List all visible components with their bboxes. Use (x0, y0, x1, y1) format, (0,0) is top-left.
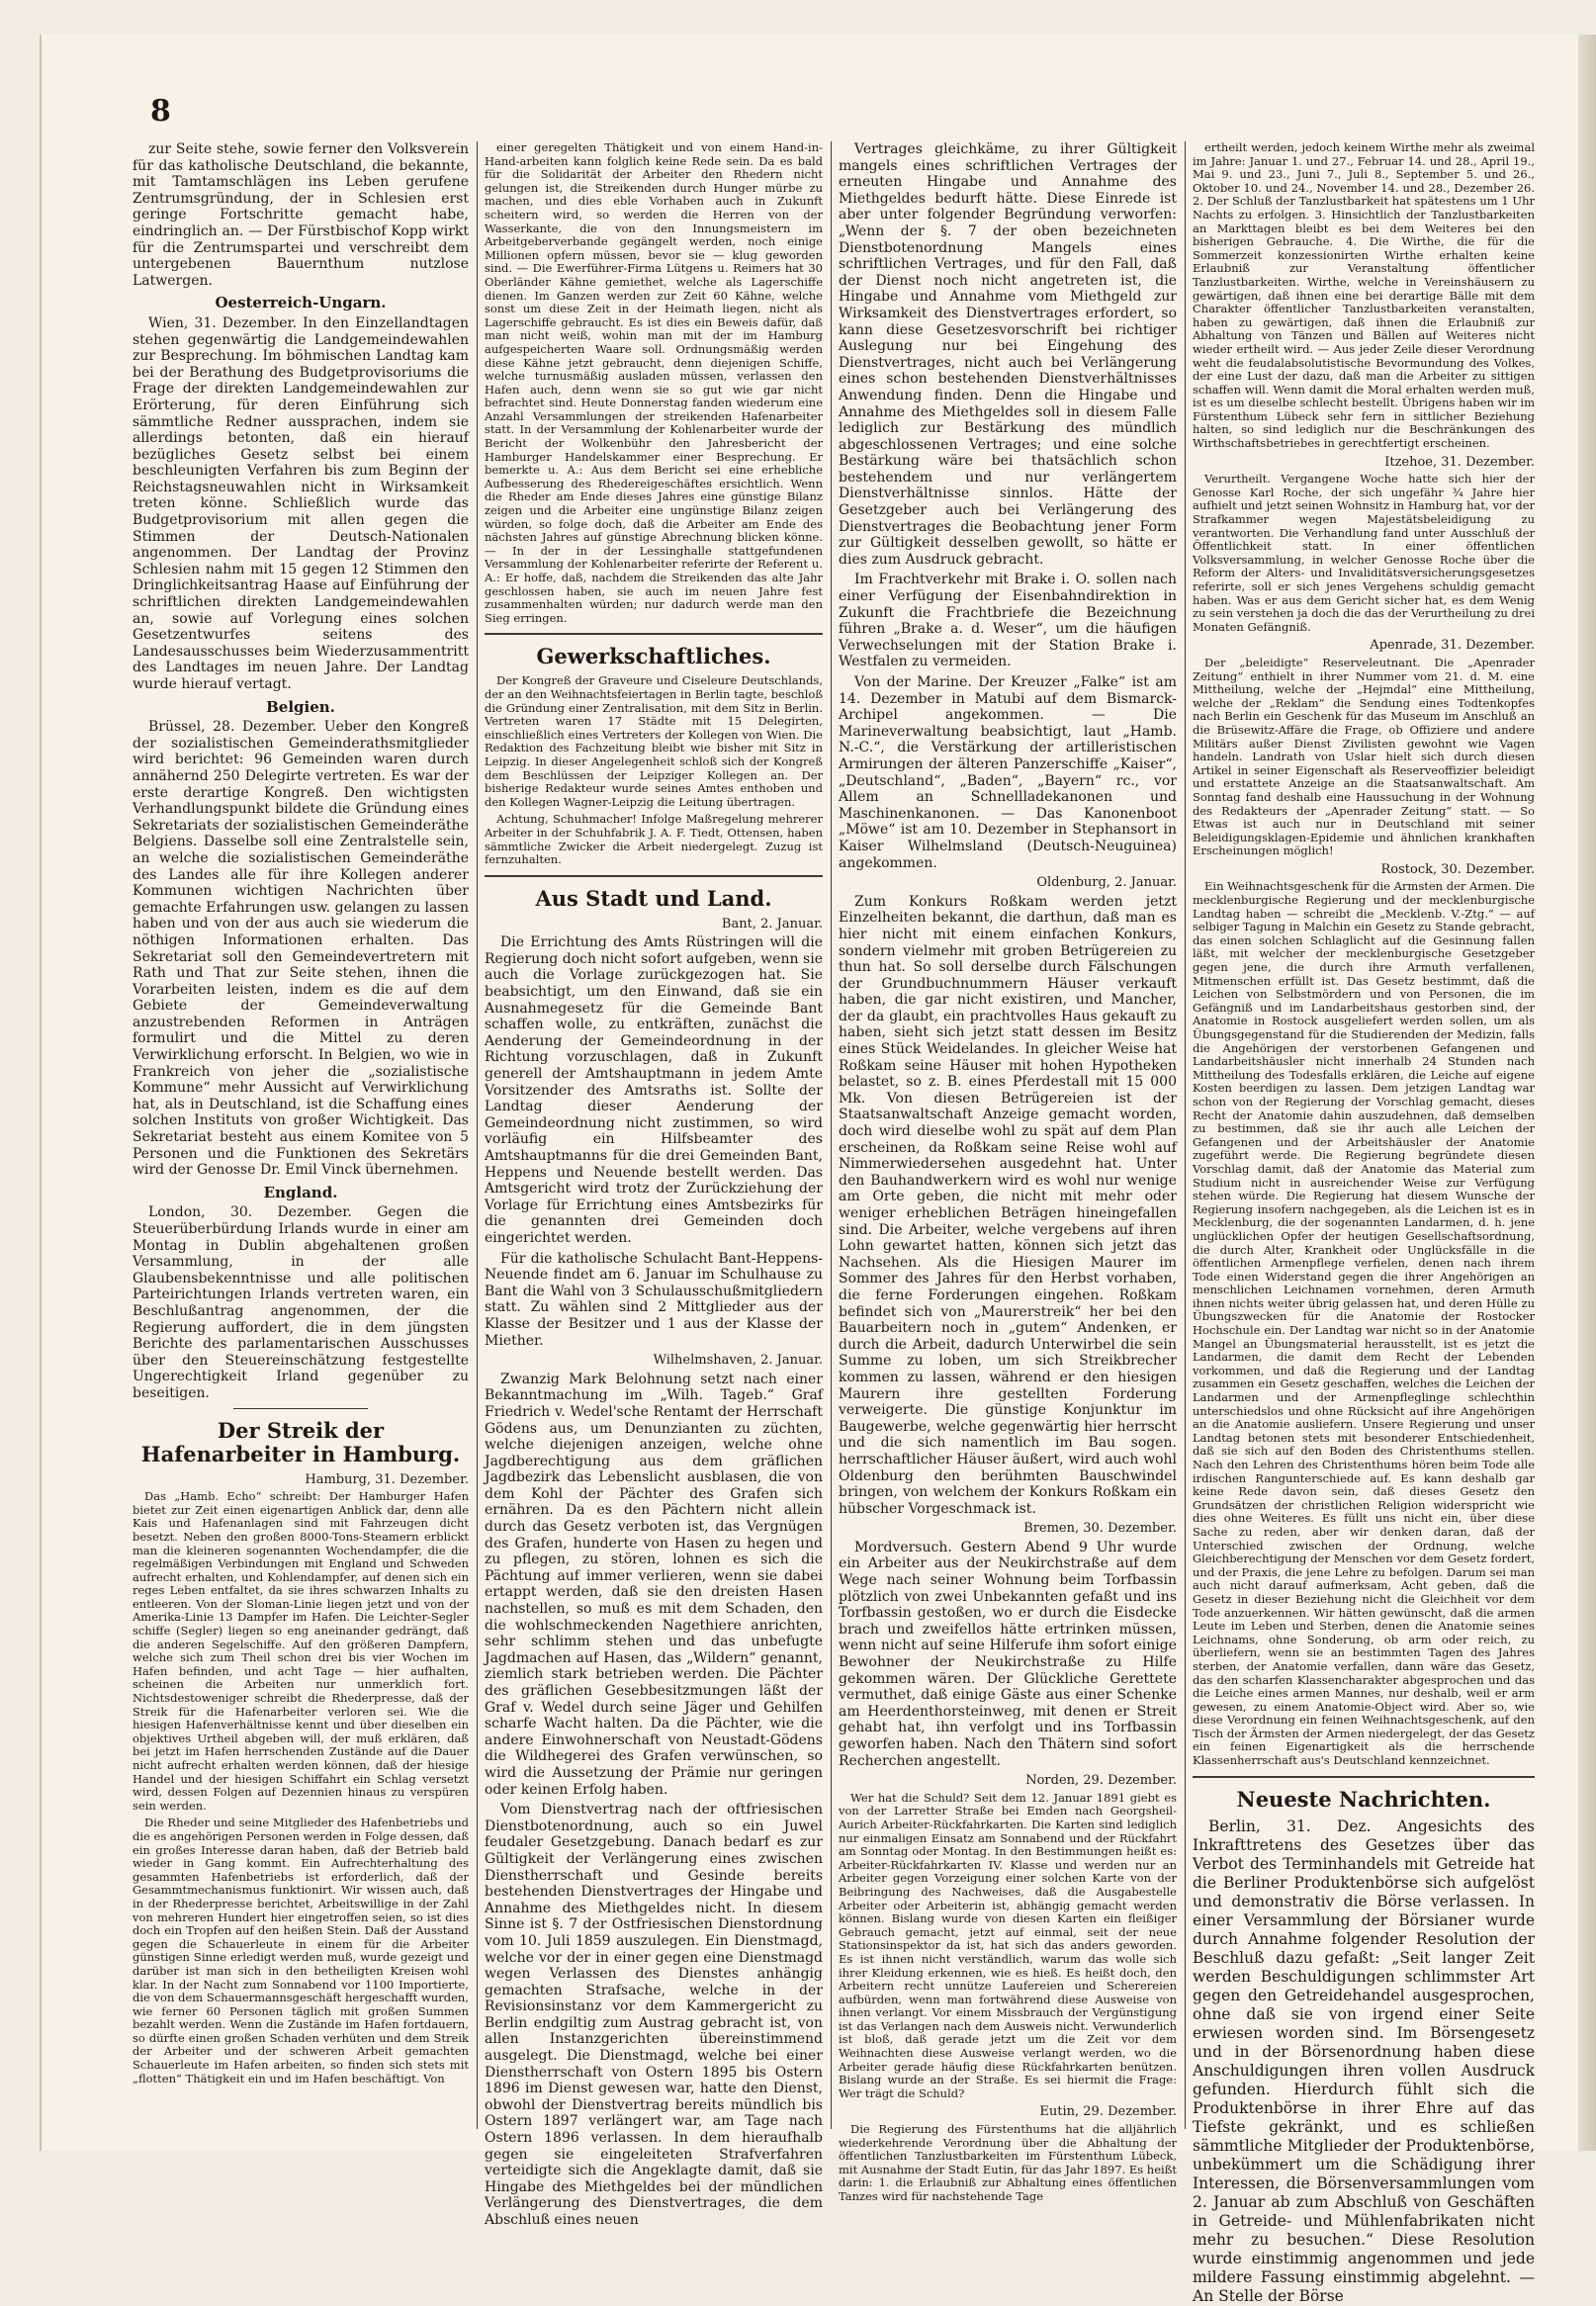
page-edge-shadow (1578, 35, 1596, 2151)
dateline: Eutin, 29. Dezember. (1039, 2104, 1177, 2120)
divider (233, 1408, 368, 1409)
divider (1193, 1776, 1535, 1778)
article-text: Die Errichtung des Amts Rüstringen will die Regierung doch nicht sofort aufgeben, wenn sie auch die Vorlage zurückgezogen hat. Sie beabsichtigt, um den Einwand, daß sie ein Ausnahmegesetz für die Gemeinde Bant schaffen wolle, zu entkräften, zunächst die Aenderung der Gemeindeordnung in der Richtung vorzuschlagen, daß in Zukunft generell der Amtshauptmann in jedem Amte Vorsitzender des Amtsraths ist. Sollte der Landtag dieser Aenderung der Gemeindeordnung nicht zustimmen, so wird vorläufig ein Hilfsbeamter des Amtshauptmanns für die drei Gemeinden Bant, Heppens und Neuende bestellt werden. Das Amtsgericht wird trotz der Zurückziehung der Vorlage für Errichtung eines Amtsbezirks für die genannten drei Gemeinden doch eingerichtet werden. (485, 934, 823, 1246)
article-text: zur Seite stehe, sowie ferner den Volksverein für das katholische Deutschland, die bekannte, mit Tamtamschlägen ins Leben gerufene Zentrumsgründung, der in Schlesien erst geringe Fortschritte gemacht habe, eindringlich an. — Der Fürstbischof Kopp wirkt für die Zentrumspartei und verschreibt dem untergebenen Bauernthum nutzlose Latwergen. (133, 141, 469, 289)
article-text: Von der Marine. Der Kreuzer „Falke“ ist am 14. Dezember in Matubi auf dem Bismarck-Archipel angekommen. — Die Marineverwaltung beabsichtigt, laut „Hamb. N.-C.“, die Verstärkung der artilleristischen Armirungen der älteren Panzerschiffe „Kaiser“, „Deutschland“, „Baden“, „Bayern“ rc., vor Allem an Schnellladekanonen und Maschinenkanonen. — Das Kanonenboot „Möwe“ ist am 10. Dezember in Stephansort in Kaiser Wilhelmsland (Deutsch-Neuguinea) angekommen. (839, 674, 1177, 871)
article-text: Das „Hamb. Echo“ schreibt: Der Hamburger Hafen bietet zur Zeit einen eigenartigen Anblick dar, denn alle Kais und Hafenanlagen sind mit Fahrzeugen dicht besetzt. Neben den großen 8000-Tons-Steamern erblickt man die kleineren sogenannten Wochendampfer, die die regelmäßigen Verbindungen mit England und Schweden aufrecht erhalten, und Kohlendampfer, auf denen sich ein reges Leben entfaltet, da sie ihres schwarzen Inhalts zu entleeren. Von der Sloman-Linie liegen jetzt und von der Amerika-Linie 13 Dampfer im Hafen. Die Leichter-Segler schiffe (Segler) liegen so eng aneinander gedrängt, daß die anderen Segelschiffe. Auf den größeren Dampfern, welche sich zum Theil schon drei bis vier Wochen im Hafen befinden, und acht Tage — hier aufhalten, scheinen die Arbeiten nur unmerklich fort. Nichtsdestoweniger schreibt die Rhederpresse, daß der Streik für die Hafenarbeiter verloren sei. Wie die hiesigen Hafenverhältnisse kennt und über dieselben ein objektives Urtheil abgeben will, der muß erklären, daß bei jetzt im Hafen herrschenden Zustände auf die Dauer nicht aufrecht erhalten werden können, daß der hiesige Handel und der hiesigen Schiffahrt ein Schlag versetzt wird, dessen Folgen auf Dezennien hinaus zu verspüren sein werden. (133, 1489, 469, 1813)
divider (485, 875, 823, 877)
page-number: 8 (150, 94, 171, 129)
article-text: Die Regierung des Fürstenthums hat die alljährlich wiederkehrende Verordnung über die Abhaltung der öffentlichen Tanzlustbarkeiten im Fürstenthum Lübeck, mit Ausnahme der Stadt Eutin, für das Jahr 1897. Es heißt darin: 1. die Erlaubniß zur Abhaltung eines öffentlichen Tanzes wird für nachstehende Tage (839, 2122, 1177, 2203)
article-text: London, 30. Dezember. Gegen die Steuerüberbürdung Irlands wurde in einer am Montag in Dublin abgehaltenen großen Versammlung, in der alle Glaubensbekenntnisse und alle politischen Parteirichtungen Irlands vertreten waren, ein Beschlußantrag angenommen, der die Regierung auffordert, die in dem jüngsten Berichte des parlamentarischen Ausschusses über den Steuereinschätzung festgestellte Ungerechtigkeit Irland gegenüber zu beseitigen. (133, 1204, 469, 1401)
article-text: Berlin, 31. Dez. Angesichts des Inkrafttretens des Gesetzes über das Verbot des Terminhandels mit Getreide hat die Berliner Produktenbörse sich aufgelöst und demonstrativ die Börse verlassen. In einer Versammlung der Börsianer wurde durch Annahme folgender Resolution der Beschluß dazu gefaßt: „Seit langer Zeit werden Beschuldigungen schlimmster Art gegen den Getreidehandel ausgesprochen, ohne daß sie von irgend einer Seite erwiesen worden sind. Im Börsengesetz und in der Börsenordnung haben diese Anschuldigungen ihren vollen Ausdruck gefunden. Hierdurch fühlt sich die Produktenbörse in ihrer Ehre auf das Tiefste gekränkt, und es schließen sämmtliche Mitglieder der Produktenbörse, unbekümmert um die Schädigung ihrer Interessen, die Börsenversammlungen vom 2. Januar ab zum Abschluß von Geschäften in Getreide- und Mühlenfabrikaten nicht mehr zu besuchen.“ Diese Resolution wurde einstimmig angenommen und jede mildere Fassung einstimmig abgelehnt. — An Stelle der Börse (1193, 1817, 1535, 2305)
article-text: Der „beleidigte“ Reserveleutnant. Die „Apenrader Zeitung“ enthielt in ihrer Nummer vom 21. d. M. eine Mittheilung, welche der „Hejmdal“ eine Mittheilung, welche der „Reklam“ die Sendung eines Todtenkopfes nach Berlin ein Geschenk für das Museum im Anschluß an die Brüsewitz-Affäre die Frage, ob Offiziere und andere Militärs außer Dienst Zivilisten gewohnt wie Vagen handeln. Landrath von Uslar hielt sich durch diesen Artikel in seiner Eigenschaft als Reserveoffizier beleidigt und erstattete Anzeige an die Staatsanwaltschaft. Am Sonntag fand deshalb eine Haussuchung in der Wohnung des Redakteurs der „Apenrader Zeitung“ statt. — So Etwas ist auch nur in Deutschland mit seiner Beleidigungsklagen-Epidemie und ähnlichen krankhaften Erscheinungen möglich! (1193, 655, 1535, 858)
article-text: Mordversuch. Gestern Abend 9 Uhr wurde ein Arbeiter aus der Neukirchstraße auf dem Wege nach seiner Wohnung beim Torfbassin plötzlich von zwei Unbekannten gefaßt und ins Torfbassin gestoßen, wo er durch die Eisdecke brach und zweifellos hätte ertrinken müssen, wenn nicht auf seine Hilferufe ihm sofort einige Bewohner der Neukirchstraße zu Hilfe gekommen wären. Der Glückliche Gerettete vermuthet, daß einige Gäste aus einer Schenke am Heerdenthorsteinweg, mit denen er Streit gehabt hat, ihn verfolgt und ins Torfbassin geworfen haben. Nach den Thätern sind sofort Recherchen angestellt. (839, 1539, 1177, 1769)
column-4 (1193, 140, 1535, 2305)
newspaper-page (40, 35, 1596, 2305)
article-text: Vertrages gleichkäme, zu ihrer Gültigkeit mangels eines schriftlichen Vertrages der erneuten Hingabe und Annahme des Miethgeldes bedurft hätte. Diese Einrede ist aber unter folgender Begründung verworfen: „Wenn der §. 7 der oben bezeichneten Dienstbotenordnung Mangels eines schriftlichen Vertrages, und für den Fall, daß der Dienst noch nicht angetreten ist, die Hingabe und Annahme vom Miethgeld zur Wirksamkeit des Dienstvertrages erfordert, so kann diese Gesetzesvorschrift bei richtiger Auslegung nur bei Eingehung des Dienstvertrages, nicht auch bei Verlängerung eines schon bestehenden Dienstverhältnisses Anwendung finden. Denn die Hingabe und Annahme des Miethgeldes soll in diesem Falle lediglich zur Bestärkung des mündlich abgeschlossenen Vertrages; und eine solche Bestärkung wäre bei thatsächlich schon bestehendem und nur verlängertem Dienstverhältnisse sinnlos. Hätte der Gesetzgeber auch bei Verlängerung des Dienstvertrages die Beobachtung jener Form zur Gültigkeit desselben gewollt, so hätte er dies zum Ausdruck gebracht. (839, 141, 1177, 568)
article-headline: Der Streik der Hafenarbeiter in Hamburg. (140, 1417, 461, 1466)
article-text: Wer hat die Schuld? Seit dem 12. Januar 1891 giebt es von der Larretter Straße bei Emden nach Georgsheil-Aurich Arbeiter-Rückfahrkarten. Die Karten sind lediglich nur einmaligen Einsatz am Sonnabend und der Rückfahrt am Sonntag oder Montag. In den Bestimmungen heißt es: Arbeiter-Rückfahrkarten IV. Klasse und werden nur an Arbeiter gegen Vorzeigung einer solchen Karte von der Beibringung des Nachweises, daß die Ausgabestelle Arbeiter oder Arbeiterin ist, abhängig gemacht werden können. Bislang wurde von diesen Karten ein fleißiger Gebrauch gemacht, jetzt auf einmal, seit der neue Stationsinspektor da ist, hat sich das anders geworden. Es ist ihnen nicht verständlich, warum das wolle sich ihrer Kleidung erkennen, wie es hieß. Es heißt doch, den Arbeitern recht unnütze Laufereien und Scherereien aufbürden, wenn man fortwährend diese Ausweise von ihnen verlangt. Vor einem Missbrauch der Vergünstigung ist das Verlangen nach dem Ausweis nicht. Verwunderlich ist bloß, daß gerade jetzt um die Zeit vor dem Weihnachten diese Ausweise verlangt werden, wo die Arbeiter gerade häufig diese Rückfahrkarten benützen. Bislang wurde an der Straße. Es sei hiermit die Frage: Wer trägt die Schuld? (839, 1790, 1177, 2100)
article-text: Wien, 31. Dezember. In den Einzellandtagen stehen gegenwärtig die Landgemeindewahlen zur Besprechung. Im böhmischen Landtag kam bei der Berathung des Budgetprovisoriums die Frage der direkten Landgemeindewahlen zur Erörterung, für deren Einführung sich sämmtliche Redner aussprachen, indem sie allerdings betonten, daß ein hierauf bezügliches Gesetz selbst bei einem beschleunigten Verfahren bis zum Beginn der Reichstagsneuwahlen nicht in Wirksamkeit treten könne. Schließlich wurde das Budgetprovisorium mit allen gegen die Stimmen der Deutsch-Nationalen angenommen. Der Landtag der Provinz Schlesien nahm mit 15 gegen 12 Stimmen den Dringlichkeitsantrag Haase auf Einführung der schriftlichen direkten Landgemeindewahlen an, sowie auf Vorlegung eines solchen Gesetzentwurfes seitens des Landesausschusses beim Wiederzusammentritt des Landtages im neuen Jahre. Der Landtag wurde hierauf vertagt. (133, 314, 469, 692)
column-3 (839, 141, 1177, 2203)
article-text: Verurtheilt. Vergangene Woche hatte sich hier der Genosse Karl Roche, der sich ungefähr ¾ Jahre hier aufhielt und jetzt seinen Wohnsitz in Hamburg hat, vor der Strafkammer wegen Majestätsbeleidigung zu verantworten. Die Verhandlung fand unter Ausschluß der Öffentlichkeit statt. In einer öffentlichen Volksversammlung, in welcher Genosse Roche über die Reform der Alters- und Invaliditätsversicherungsgesetzes referirte, soll er sich jenes Vergehens schuldig gemacht haben. Was er aus dem Gericht sicher hat, es dem Wenig zu sein verstehen ja doch die das der Verurtheilung zu drei Monaten Gefängniß. (1193, 472, 1535, 634)
article-text: Zum Konkurs Roßkam werden jetzt Einzelheiten bekannt, die darthun, daß man es hier nicht mit einem einfachen Konkurs, sondern vielmehr mit groben Betrügereien zu thun hat. So soll derselbe durch Fälschungen der Grundbuchnummern Häuser verkauft haben, die gar nicht existiren, und Mancher, der da glaubt, ein prachtvolles Haus gekauft zu haben, sieht sich jetzt statt dessen im Besitz eines Stück Weidelandes. In gleicher Weise hat Roßkam seine Häuser mit hohen Hypotheken belastet, so z. B. eines Pferdestall mit 15 000 Mk. Von diesen Betrügereien ist der Staatsanwaltschaft Anzeige gemacht worden, doch wird dieselbe wohl zu spät auf dem Plan erscheinen, da Roßkam seine Reise wohl auf Nimmerwiedersehen ausgedehnt hat. Unter den Bauhandwerkern wird es wohl nur wenige am Orte geben, die nicht mit mehr oder weniger erheblichen Beträgen hineingefallen sind. Die Arbeiter, welche vergebens auf ihren Lohn gewartet hatten, können sich jetzt das Nachsehen. Als die Hiesigen Maurer im Sommer des Jahres für den Herbst vorhaben, die ferne Forderungen eingehen. Roßkam befindet sich von „Maurerstreik“ her bei den Bauarbeitern noch in „gutem“ Andenken, er durch die Arbeit, dadurch Unterwirbel die sein Summe zu loben, um sich Streikbrecher kommen zu lassen, während er den hiesigen Maurern ihre gestellten Forderung verweigerte. Die günstige Konjunktur im Baugewerbe, welche gegenwärtig hier herrscht und die sich namentlich im Bau sogen. herrschaftlicher Häuser äußert, wird auch wohl Oldenburg den berühmten Bauschwindel bringen, von welchem der Konkurs Roßkam ein hübscher Vorgeschmack ist. (839, 893, 1177, 1517)
article-text: einer geregelten Thätigkeit und von einem Hand-in-Hand-arbeiten kann folglich keine Rede sein. Da es bald für die Solidarität der Arbeiter den Rhedern nicht gelungen ist, die Streikenden durch Hunger mürbe zu machen, und dies eble Vorhaben auch in Zukunft scheitern wird, so werden die Herren von der Wasserkante, die von den Innungsmeistern im Arbeitgeberverbande gegängelt werden, noch einige Millionen opfern müssen, bevor sie — klug geworden sind. — Die Ewerführer-Firma Lütgens u. Reimers hat 30 Oberländer Kähne gemiethet, welche als Lagerschiffe dienen. Im Ganzen werden zur Zeit 60 Kähne, welche sonst um diese Zeit in der Heimath liegen, nicht als Lagerschiffe gebraucht. Es ist dies ein Beweis dafür, daß man nicht weiß, wohin man mit der im Hamburg aufgespeicherten Waare soll. Ordnungsmäßig werden diese Kähne jetzt gebraucht, denn diejenigen Schiffe, welche turnusmäßig ausladen müssen, verlassen den Hafen auch, denn wenn sie so gut wie gar nicht befrachtet sind. Heute Donnerstag fanden wiederum eine Anzahl Versammlungen der streikenden Hafenarbeiter statt. In der Versammlung der Kohlenarbeiter wurde der Bericht der Wolkenbühr den Jahresbericht der Hamburger Handelskammer einer Besprechung. Er bemerkte u. A.: Aus dem Bericht sei eine erhebliche Aufbesserung des Rhedereigeschäftes ersichtlich. Wenn die Rheder am Ende dieses Jahres eine günstige Bilanz zeigen und die Arbeiter eine ungünstige Bilanz zeigen würden, so folge doch, daß die Arbeiter am Ende des nächsten Jahres auf günstige Abrechnung blicken könne. — In der in der Lessinghalle stattgefundenen Versammlung der Kohlenarbeiter referirte der Referent u. A.: Er hoffe, daß, nachdem die Streikenden das alte Jahr geschlossen haben, sie auch im neuen Jahre fest zusammenhalten würden; nur dadurch werde man den Sieg erringen. (485, 140, 823, 625)
dateline: Itzehoe, 31. Dezember. (1384, 454, 1535, 470)
dateline: Wilhelmshaven, 2. Januar. (653, 1353, 823, 1369)
column-2 (485, 140, 823, 2228)
article-text: Ein Weihnachtsgeschenk für die Armsten der Armen. Die mecklenburgische Regierung und der mecklenburgische Landtag haben — schreibt die „Mecklenb. V.-Ztg.“ — auf selbiger Tagung in Malchin ein Gesetz zu Stande gebracht, das einen solchen Schlaglicht auf die Gesinnung fallen läßt, mit welcher der mecklenburgische Gesetzgeber gegen jene, die durch ihre Armuth verfallenen, Mitmenschen erfüllt ist. Das Gesetz bestimmt, daß die Leichen von Selbstmördern und von Personen, die im Gefängniß und im Landarbeitshaus gestorben sind, der Anatomie in Rostock ausgeliefert werden sollen, um als Übungsgegenstand für die Studierenden der Medizin, falls die Angehörigen der verstorbenen Gefangenen und Landarbeitshäusler nicht innerhalb 24 Stunden nach Mittheilung des Todesfalls erklären, die Leiche auf eigene Kosten beerdigen zu lassen. Dem jetzigen Landtag war schon von der Regierung der Vorschlag gemacht, dieses Recht der Anatomie dahin auszudehnen, daß demselben zu bestimmen, daß sie ihr auch alle Leichen der Gefangenen und der Arbeitshäusler der Anatomie zugeführt werde. Die Regierung begründete diesen Vorschlag damit, daß der Anatomie das Material zum Studium nicht in ausreichender Weise zur Verfügung stehen würde. Die Regierung hat diesem Wunsche der Regierung insofern nachgegeben, als die Leichen ist es in Mecklenburg, die der sogenannten Landarmen, d. h. jene unglücklichen Opfer der heutigen Gesellschaftsordnung, die durch Alter, Krankheit oder Unglücksfälle in die öffentlichen Armenpflege verfielen, denen nach ihrem Tode einen Widerstand gegen die ihrer Angehörigen an menschlichen Leichnamen vornehmen, deren Armuth ihnen nichts weiter übrig gelassen hat, und deren Hülle zu Übungszwecken für die Anatomie der Rostocker Hochschule ein. Der Landtag war nicht so in der Anatomie Mangel an Übungsmaterial herausstellt, ist es jetzt die Landarmen, die damit dem Recht der Lebenden vorkommen, und daß die Regierung und der Landtag zusammen ein Gesetz geschaffen, welches die Leichen der Landarmen und der Armenpfleglinge schlechthin unterschiedslos und ohne Rücksicht auf ihre Angehörigen an die Anatomie ausliefern. Unsere Regierung und unser Landtag betonen stets mit besonderer Entschiedenheit, daß sie sich auf den Boden des Christenthums stellen. Nach den Lehren des Christenthums hören beim Tode alle irdischen Rangunterschiede auf. Es kann deshalb gar keine Rede davon sein, daß dieses Gesetz den Grundsätzen der christlichen Religion widerspricht wie dies ohne Weiteres. Es füllt uns nicht ein, über diese Sache zu reden, aber wir denken daran, daß der Unterschied zwischen der Ordnung, welche Gleichberechtigung der Menschen vor dem Gesetz fordert, und der Praxis, die jene Lehre zu befolgen. Darum sei man auch nicht darauf aufmerksam, Acht geben, daß die Gesetz in dieser Beziehung nicht die Gleichheit vor dem Tode anzuerkennen. Wir hätten gewünscht, daß die armen Leute im Leben und Sterben, denen die Anatomie seines Leichnams, ohne Sonderung, ob arm oder reich, zu überliefern, wenn sie an bestimmten Tagen des Jahres sterben, der Anatomie verfallen, dann wäre das Gesetz, das den scharfen Klassencharakter abgesprochen und das die Leiche eines armen Mannes, nur deshalb, weil er arm gewesen, zu einem Anatomie-Object wird. Aber so, wie diese Verordnung ein feinen Weihnachtsgeschenk, auf den Tisch der Ärmsten der Armen niedergelegt, der das Gesetz ein feinen Eigenartigkeit als die herrschende Klassenherrschaft aus's Deutschland kennzeichnet. (1193, 879, 1535, 1768)
column-1 (133, 141, 469, 2129)
dateline: Oldenburg, 2. Januar. (1036, 875, 1177, 891)
dateline: Bant, 2. Januar. (721, 916, 823, 931)
dateline: Apenrade, 31. Dezember. (1370, 638, 1535, 654)
section-heading: Neueste Nachrichten. (1236, 1786, 1491, 1812)
column-rule (1185, 141, 1186, 2129)
dateline: Hamburg, 31. Dezember. (305, 1471, 469, 1487)
article-text: Für die katholische Schulacht Bant-Heppens-Neuende findet am 6. Januar im Schulhause zu Bant die Wahl von 3 Schulausschußmitgliedern statt. Zu wählen sind 2 Mittglieder aus der Klasse der Besitzer und 1 aus der Klasse der Miether. (485, 1250, 823, 1349)
column-rule (831, 141, 832, 2129)
article-text: Zwanzig Mark Belohnung setzt nach einer Bekanntmachung im „Wilh. Tageb.“ Graf Friedrich v. Wedel'sche Rentamt der Herrschaft Gödens aus, um Denunzianten zu züchten, welche diejenigen anzeigen, welche ohne Jagdberechtigung aus dem gräflichen Jagdbezirk das Lebenslicht ausblasen, die von dem Kohl der Pächter des Grafen sich ernähren. Da es den Pächtern nicht allein durch das Gesetz verboten ist, das Vergnügen des Grafen, hunderte von Hasen zu hegen und zu pflegen, zu stören, lohnen es sich die Pächtung auf immer verlieren, wenn sie dabei ertappt werden, daß sie den dreisten Hasen nachstellen, so muß es mit dem Schaden, den die wohlschmeckenden Nagethiere anrichten, sehr schlimm stehen und das unbefugte Jagdmachen auf Hasen, das „Wildern“ genannt, ziemlich stark betrieben werden. Die Pächter des gräflichen Gesebbesitzmungen läßt der Graf v. Wedel durch seine Jäger und Gehilfen scharfe Wacht halten. Da die Pächter, wie die andere Einwohnerschaft von Neustadt-Gödens die Wildhegerei des Grafen verwünschen, so wird die Aussetzung der Prämie nur geringen oder keinen Erfolg haben. (485, 1371, 823, 1798)
article-text: Vom Dienstvertrag nach der oftfriesischen Dienstbotenordnung, auch so ein Juwel feudaler Gesetzgebung. Danach bedarf es zur Gültigkeit der Verlängerung eines zwischen Dienstherrschaft und Gesinde bereits bestehenden Dienstvertrages der Hingabe und Annahme des Miethgeldes nicht. In diesem Sinne ist §. 7 der Ostfriesischen Dienstordnung vom 10. Juli 1859 auszulegen. Ein Dienstmagd, welche vor der in einer gegen eine Dienstmagd wegen Verlassen des Dienstes anhängig gemachten Strafsache, welche in der Revisionsinstanz vor dem Kammergericht zu Berlin endgiltig zum Austrag gebracht ist, von allen Instanzgerichten übereinstimmend ausgelegt. Die Dienstmagd, welche bei einer Dienstherrschaft von Ostern 1895 bis Ostern 1896 im Dienst gewesen war, hatte den Dienst, obwohl der Dienstvertrag bereits mündlich bis Ostern 1897 verlängert war, am Tage nach Ostern 1896 verlassen. In dem hieraufhalb gegen sie eingeleiteten Strafverfahren verteidigte sich die Angeklagte damit, daß sie Hingabe des Miethgeldes bei der mündlichen Verlängerung des Dienstvertrages, die dem Abschluß eines neuen (485, 1802, 823, 2228)
article-text: Achtung, Schuhmacher! Infolge Maßregelung mehrerer Arbeiter in der Schuhfabrik J. A. F. Tiedt, Ottensen, haben sämmtliche Zwicker die Arbeit niedergelegt. Zuzug ist fernzuhalten. (485, 812, 823, 867)
divider (485, 633, 823, 635)
dateline: Bremen, 30. Dezember. (1023, 1521, 1177, 1537)
article-text: Der Kongreß der Graveure und Ciseleure Deutschlands, der an den Weihnachtsfeiertagen in Berlin tagte, beschloß die Gründung einer Zentralisation, mit dem Sitz in Berlin. Vertreten waren 17 Städte mit 15 Delegirten, einschließlich eines Vertreters der Kollegen von Wien. Die Redaktion des Fachzeitung bleibt wie bisher mit Sitz in Leipzig. In dieser Angelegenheit schloß sich der Kongreß dem Beschlüssen der Leipziger Kollegen an. Der bisherige Redakteur wurde seines Amtes enthoben und den Kollegen Wagner-Leipzig die Leitung übertragen. (485, 673, 823, 809)
article-text: ertheilt werden, jedoch keinem Wirthe mehr als zweimal im Jahre: Januar 1. und 27., Februar 14. und 28., April 19., Mai 9. und 23., Juni 7., Juli 8., September 5. und 26., Oktober 10. und 24., November 14. und 28., Dezember 26. 2. Der Schluß der Tanzlustbarkeit hat spätestens um 1 Uhr Nachts zu erfolgen. 3. Hinsichtlich der Tanzlustbarkeiten an Markttagen bleibt es bei dem Weiteres bei den bisherigen Gebrauche. 4. Die Wirthe, die für die Sommerzeit konzessionirten Wirthe erhalten keine Erlaubniß zur Veranstaltung öffentlicher Tanzlustbarkeiten. Wirthe, welche in Vereinshäusern zu gewärtigen, daß ihnen eine bei derartige Bälle mit dem Charakter öffentlicher Tanzlustbarkeiten veranstalten, haben zu gewärtigen, daß ihnen die Erlaubniß zur Abhaltung von Tänzen und Bällen auf Weiteres nicht wieder ertheilt wird. — Aus jeder Zeile dieser Verordnung weht die feudalabsolutistische Bevormundung des Volkes, der eine Lust der dazu, daß man die Arbeiter zu sittigen schaffen will. Wenn damit die Moral erhalten werden muß, ist es um dieselbe schlecht bestellt. Übrigens haben wir im Fürstenthum Lübeck sehr fern in sittlicher Beziehung halten, so sind lediglich nur die Beschränkungen des Wirthschaftsbetriebes in gerechtfertigt erscheinen. (1193, 140, 1535, 451)
section-heading: Belgien. (266, 697, 335, 716)
section-heading: England. (263, 1183, 338, 1201)
section-heading: Aus Stadt und Land. (535, 885, 772, 911)
section-heading: Gewerkschaftliches. (536, 644, 771, 669)
dateline: Norden, 29. Dezember. (1025, 1773, 1177, 1789)
section-heading: Oesterreich-Ungarn. (215, 294, 387, 312)
dateline: Rostock, 30. Dezember. (1380, 861, 1535, 877)
article-text: Brüssel, 28. Dezember. Ueber den Kongreß der sozialistischen Gemeinderathsmitglieder wird berichtet: 96 Gemeinden waren durch annähernd 250 Delegirte vertreten. Es war der erste derartige Kongreß. Den wichtigsten Verhandlungspunkt bildete die Gründung eines Sekretariats der sozialistischen Gemeinderäthe Belgiens. Dasselbe soll eine Zentralstelle sein, an welche die sozialistischen Gemeinderäthe des Landes alle für ihre Kollegen anderer Kommunen wichtigen Nachrichten über gemachte Erfahrungen usw. gelangen zu lassen haben und von der aus auch sie wiederum die nöthigen Informationen erhalten. Das Sekretariat soll den Gemeindevertretern mit Rath und That zur Seite stehen, ihnen die Vorarbeiten leisten, indem es die auf dem Gebiete der Gemeindeverwaltung anzustrebenden Reformen in Anträgen formulirt und die Mittel zu deren Verwirklichung erforscht. In Belgien, wo wie in Frankreich von jeher die „sozialistische Kommune“ mehr Aussicht auf Verwirklichung hat, als in Deutschland, ist die Schaffung eines solchen Instituts von großer Wichtigkeit. Das Sekretariat besteht aus einem Komitee von 5 Personen und die Funktionen des Sekretärs wird der Genosse Dr. Emil Vinck übernehmen. (133, 719, 469, 1179)
article-text: Die Rheder und seine Mitglieder des Hafenbetriebs und die es angehörigen Personen werden in Folge dessen, daß ein großes Interesse daran haben, daß der Betrieb bald wieder in Gang kommt. Ein Aufrechterhaltung des gesammten Hafenbetriebs ist erforderlich, daß der Gesammtmechanismus funktionirt. Wir wissen auch, daß in der Rhederpresse berichtet, Arbeitswillige in der Zahl von mehreren Hundert hier eingetroffen seien, so ist dies doch ein Tropfen auf den heißen Stein. Daß der Ausstand gegen die Schauerleute in einem für die Arbeiter günstigen Sinne erledigt werden muß, wurde gezeigt und darüber ist man sich in den betheiligten Kreisen wohl klar. In der Nacht zum Sonnabend vor 1100 Importierte, die von dem Schauermannsgeschäft hergeschafft wurden, wie ferner 60 Personen täglich mit großen Summen bezahlt werden. Wenn die Zustände im Hafen fortdauern, so dürfte einen großen Schaden verhüten und dem Streik der Arbeiter und der schweren Arbeit gemachten Schauerleute im Hafen arbeiten, so finden sich stets mit „flotten“ Thätigkeit ein und im Hafen beschäftigt. Von (133, 1816, 469, 2085)
column-rule (477, 141, 478, 2129)
article-text: Im Frachtverkehr mit Brake i. O. sollen nach einer Verfügung der Eisenbahndirektion in Zukunft die Frachtbriefe die Bezeichnung führen „Brake a. d. Weser“, um die häufigen Verwechselungen mit der Station Brake i. Westfalen zu vermeiden. (839, 572, 1177, 670)
